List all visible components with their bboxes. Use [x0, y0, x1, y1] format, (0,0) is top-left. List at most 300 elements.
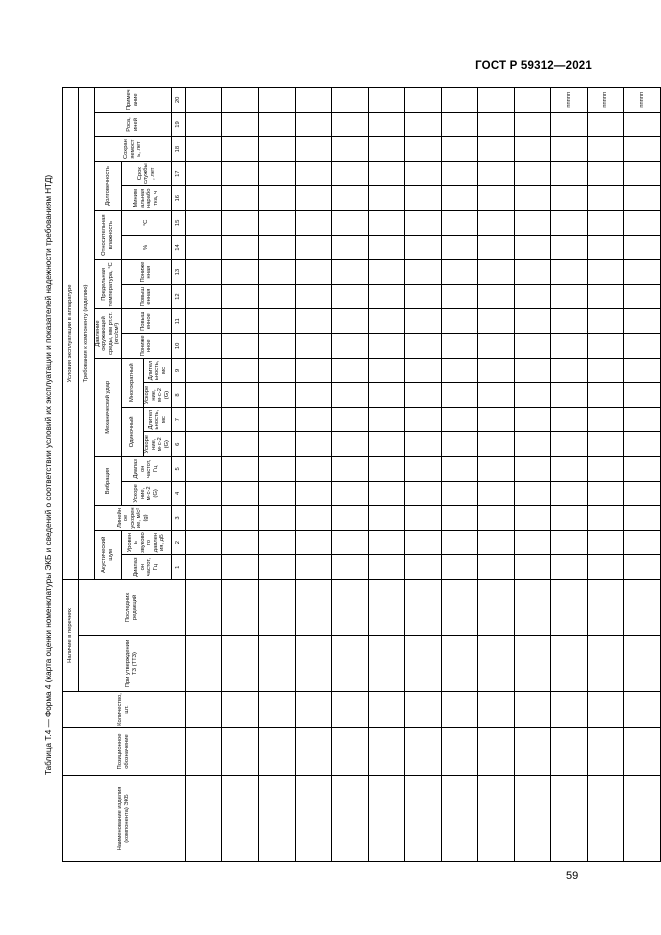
- col-header-multiple-shock-acceleration: Ускорение, м·с-2 (G): [143, 383, 171, 408]
- empty-data-cell: [624, 358, 661, 383]
- empty-data-cell: [587, 334, 624, 359]
- empty-data-cell: [368, 530, 405, 555]
- empty-data-cell: [222, 481, 259, 506]
- empty-data-cell: [332, 555, 369, 580]
- empty-data-cell: [405, 186, 442, 211]
- group-header-mechanical-shock: Механический удар: [95, 358, 122, 456]
- col-header-minimal-operating-time: Минимальная наработка, ч: [121, 186, 171, 211]
- empty-data-cell: [624, 211, 661, 236]
- empty-data-cell: [587, 457, 624, 482]
- col-header-note: Примечание: [95, 87, 172, 112]
- empty-data-cell: [441, 530, 478, 555]
- empty-data-cell: [441, 481, 478, 506]
- empty-data-cell: [587, 211, 624, 236]
- empty-data-cell: [551, 260, 588, 285]
- empty-data-cell: [587, 728, 624, 776]
- empty-data-cell: [222, 137, 259, 162]
- empty-data-cell: [514, 161, 551, 186]
- empty-data-cell: [295, 728, 332, 776]
- empty-data-cell: [441, 260, 478, 285]
- empty-data-cell: [587, 530, 624, 555]
- empty-data-cell: [185, 260, 222, 285]
- table-caption: Таблица Т.4 — Форма 4 (карта оценки номенклатуры ЭКБ и сведений о соответствии условий их эксплуатации и показателей надежности требованиям НТД): [44, 174, 53, 776]
- data-row: [222, 87, 259, 861]
- group-header-relative-humidity: Относительная влажность: [95, 211, 122, 260]
- empty-data-cell: [478, 358, 515, 383]
- sample-entry-cell: ппппп: [587, 87, 624, 112]
- empty-data-cell: [551, 383, 588, 408]
- empty-data-cell: [332, 457, 369, 482]
- empty-data-cell: [441, 161, 478, 186]
- empty-data-cell: [185, 728, 222, 776]
- empty-data-cell: [514, 235, 551, 260]
- empty-data-cell: [222, 530, 259, 555]
- empty-data-cell: [478, 260, 515, 285]
- empty-data-cell: [259, 481, 296, 506]
- empty-data-cell: [551, 728, 588, 776]
- col-header-temperature-low: Пониженная: [121, 260, 171, 285]
- empty-data-cell: [441, 235, 478, 260]
- empty-data-cell: [587, 284, 624, 309]
- empty-data-cell: [295, 636, 332, 692]
- empty-data-cell: [441, 309, 478, 334]
- empty-data-cell: [587, 776, 624, 862]
- empty-data-cell: [587, 407, 624, 432]
- empty-data-cell: [624, 506, 661, 531]
- empty-data-cell: [222, 636, 259, 692]
- column-number-cell: 5: [171, 457, 185, 482]
- empty-data-cell: [478, 211, 515, 236]
- empty-data-cell: [332, 728, 369, 776]
- empty-data-cell: [259, 334, 296, 359]
- empty-data-cell: [441, 432, 478, 457]
- empty-data-cell: [478, 186, 515, 211]
- group-header-durability: Долговечность: [95, 161, 122, 210]
- empty-data-cell: [551, 636, 588, 692]
- empty-data-cell: [368, 112, 405, 137]
- empty-data-cell: [332, 211, 369, 236]
- empty-data-cell: [259, 776, 296, 862]
- empty-data-cell: [551, 161, 588, 186]
- col-header-single-shock-duration: Длительность, мс: [143, 407, 171, 432]
- empty-data-cell: [551, 284, 588, 309]
- empty-data-cell: [222, 358, 259, 383]
- empty-data-cell: [478, 161, 515, 186]
- empty-data-cell: [368, 776, 405, 862]
- empty-data-cell: [514, 334, 551, 359]
- empty-data-cell: [185, 481, 222, 506]
- empty-data-cell: [259, 530, 296, 555]
- empty-data-cell: [405, 260, 442, 285]
- empty-data-cell: [551, 137, 588, 162]
- empty-data-cell: [441, 555, 478, 580]
- empty-data-cell: [441, 506, 478, 531]
- group-header-operating-conditions: Условия эксплуатации в аппаратуре: [63, 87, 79, 579]
- empty-data-cell: [624, 407, 661, 432]
- col-header-temperature-high: Повышенная: [121, 284, 171, 309]
- empty-data-cell: [368, 506, 405, 531]
- column-number-cell: 11: [171, 309, 185, 334]
- empty-data-cell: [405, 407, 442, 432]
- empty-data-cell: [514, 407, 551, 432]
- empty-data-cell: [295, 186, 332, 211]
- data-row: [368, 87, 405, 861]
- empty-data-cell: [514, 309, 551, 334]
- empty-data-cell: [514, 358, 551, 383]
- empty-data-cell: [332, 137, 369, 162]
- empty-data-cell: [405, 87, 442, 112]
- col-header-pressure-high: Повышенное: [121, 309, 171, 334]
- empty-data-cell: [295, 407, 332, 432]
- empty-data-cell: [551, 309, 588, 334]
- empty-data-cell: [368, 211, 405, 236]
- empty-data-cell: [478, 334, 515, 359]
- empty-data-cell: [185, 334, 222, 359]
- empty-data-cell: [441, 407, 478, 432]
- col-header-vibration-acceleration: Ускорение, м·с-2 (G): [121, 481, 171, 506]
- data-row: [441, 87, 478, 861]
- empty-data-cell: [478, 309, 515, 334]
- empty-data-cell: [478, 112, 515, 137]
- empty-data-cell: [587, 112, 624, 137]
- empty-data-cell: [405, 284, 442, 309]
- empty-data-cell: [587, 137, 624, 162]
- empty-data-cell: [185, 776, 222, 862]
- empty-data-cell: [185, 692, 222, 728]
- empty-data-cell: [185, 211, 222, 236]
- empty-data-cell: [295, 235, 332, 260]
- data-row: [185, 87, 222, 861]
- empty-data-cell: [222, 776, 259, 862]
- empty-data-cell: [295, 112, 332, 137]
- empty-data-cell: [368, 481, 405, 506]
- empty-data-cell: [624, 555, 661, 580]
- empty-data-cell: [368, 579, 405, 635]
- column-number-cell: 1: [171, 555, 185, 580]
- empty-data-cell: [222, 457, 259, 482]
- empty-data-cell: [587, 692, 624, 728]
- empty-data-cell: [259, 358, 296, 383]
- empty-data-cell: [441, 137, 478, 162]
- group-header-limit-temperature: Предельная температура, °С: [95, 260, 122, 309]
- empty-data-cell: [514, 481, 551, 506]
- empty-data-cell: [587, 358, 624, 383]
- empty-data-cell: [332, 161, 369, 186]
- column-number-cell: 12: [171, 284, 185, 309]
- empty-data-cell: [514, 636, 551, 692]
- table-body: [185, 87, 660, 861]
- empty-data-cell: [405, 112, 442, 137]
- empty-data-cell: [295, 383, 332, 408]
- empty-data-cell: [624, 530, 661, 555]
- empty-data-cell: [441, 334, 478, 359]
- col-header-sound-pressure-level: Уровень звукового давления, дБ: [121, 530, 171, 555]
- empty-data-cell: [441, 186, 478, 211]
- empty-data-cell: [368, 636, 405, 692]
- empty-data-cell: [441, 636, 478, 692]
- empty-data-cell: [551, 692, 588, 728]
- empty-data-cell: [441, 383, 478, 408]
- empty-data-cell: [222, 383, 259, 408]
- data-row: [587, 87, 624, 861]
- empty-data-cell: [441, 579, 478, 635]
- empty-data-cell: [478, 137, 515, 162]
- empty-data-cell: [514, 87, 551, 112]
- data-row: [332, 87, 369, 861]
- empty-data-cell: [222, 235, 259, 260]
- empty-data-cell: [185, 579, 222, 635]
- empty-data-cell: [514, 530, 551, 555]
- empty-data-cell: [478, 728, 515, 776]
- empty-data-cell: [405, 728, 442, 776]
- col-header-retention: Сохраняемость, лет: [95, 137, 172, 162]
- empty-data-cell: [405, 383, 442, 408]
- column-number-cell: 4: [171, 481, 185, 506]
- empty-data-cell: [624, 161, 661, 186]
- empty-data-cell: [368, 728, 405, 776]
- data-row: [514, 87, 551, 861]
- data-row: [259, 87, 296, 861]
- col-header-multiple-shock-duration: Длительность, мс: [143, 358, 171, 383]
- empty-data-cell: [222, 506, 259, 531]
- empty-data-cell: [624, 284, 661, 309]
- empty-data-cell: [405, 481, 442, 506]
- empty-data-cell: [368, 692, 405, 728]
- empty-data-cell: [259, 137, 296, 162]
- empty-data-cell: [332, 260, 369, 285]
- empty-data-cell: [551, 555, 588, 580]
- empty-data-cell: [185, 530, 222, 555]
- data-row: [295, 87, 332, 861]
- empty-data-cell: [295, 506, 332, 531]
- empty-data-cell: [368, 555, 405, 580]
- empty-data-cell: [332, 87, 369, 112]
- empty-data-cell: [624, 309, 661, 334]
- empty-data-cell: [514, 555, 551, 580]
- empty-data-cell: [441, 211, 478, 236]
- empty-data-cell: [587, 260, 624, 285]
- empty-data-cell: [185, 636, 222, 692]
- empty-data-cell: [551, 506, 588, 531]
- empty-data-cell: [185, 383, 222, 408]
- column-number-cell: 17: [171, 161, 185, 186]
- empty-data-cell: [405, 161, 442, 186]
- empty-data-cell: [551, 579, 588, 635]
- empty-data-cell: [185, 87, 222, 112]
- empty-data-cell: [478, 383, 515, 408]
- empty-data-cell: [259, 728, 296, 776]
- col-header-list-latest: Последних редакций: [79, 579, 186, 635]
- empty-data-cell: [514, 692, 551, 728]
- empty-data-cell: [478, 235, 515, 260]
- empty-data-cell: [222, 407, 259, 432]
- column-number-cell: 13: [171, 260, 185, 285]
- empty-data-cell: [587, 432, 624, 457]
- empty-data-cell: [332, 579, 369, 635]
- empty-data-cell: [441, 87, 478, 112]
- empty-data-cell: [332, 235, 369, 260]
- empty-data-cell: [185, 358, 222, 383]
- empty-data-cell: [441, 112, 478, 137]
- empty-data-cell: [332, 112, 369, 137]
- group-header-component-requirements: Требования к компоненту (изделию): [79, 87, 95, 579]
- data-row: [624, 87, 661, 861]
- empty-data-cell: [259, 112, 296, 137]
- empty-data-cell: [624, 112, 661, 137]
- empty-data-cell: [624, 334, 661, 359]
- empty-data-cell: [332, 776, 369, 862]
- empty-data-cell: [222, 334, 259, 359]
- empty-data-cell: [332, 636, 369, 692]
- group-header-vibration: Вибрация: [95, 457, 122, 506]
- empty-data-cell: [405, 530, 442, 555]
- empty-data-cell: [587, 636, 624, 692]
- empty-data-cell: [185, 284, 222, 309]
- empty-data-cell: [587, 235, 624, 260]
- empty-data-cell: [295, 334, 332, 359]
- empty-data-cell: [624, 457, 661, 482]
- data-row: [551, 87, 588, 861]
- empty-data-cell: [368, 358, 405, 383]
- empty-data-cell: [185, 186, 222, 211]
- empty-data-cell: [259, 506, 296, 531]
- empty-data-cell: [551, 407, 588, 432]
- empty-data-cell: [514, 506, 551, 531]
- group-header-shock-multiple: Многократный: [121, 358, 143, 407]
- col-header-position-designation: Позиционное обозначение: [63, 728, 186, 776]
- empty-data-cell: [405, 432, 442, 457]
- empty-data-cell: [295, 555, 332, 580]
- empty-data-cell: [478, 432, 515, 457]
- col-header-component-name: Наименование изделия (компонента) ЭКБ: [63, 776, 186, 862]
- empty-data-cell: [332, 284, 369, 309]
- empty-data-cell: [587, 309, 624, 334]
- empty-data-cell: [514, 260, 551, 285]
- empty-data-cell: [514, 211, 551, 236]
- col-header-vibration-frequency-range: Диапазон частот, Гц: [121, 457, 171, 482]
- empty-data-cell: [441, 776, 478, 862]
- empty-data-cell: [405, 555, 442, 580]
- empty-data-cell: [332, 334, 369, 359]
- column-number-cell: 10: [171, 334, 185, 359]
- empty-data-cell: [405, 334, 442, 359]
- empty-data-cell: [185, 432, 222, 457]
- empty-data-cell: [222, 309, 259, 334]
- empty-data-cell: [587, 481, 624, 506]
- empty-data-cell: [295, 530, 332, 555]
- col-header-humidity-temperature: °С: [121, 211, 171, 236]
- empty-data-cell: [332, 186, 369, 211]
- empty-data-cell: [222, 260, 259, 285]
- empty-data-cell: [295, 161, 332, 186]
- empty-data-cell: [259, 636, 296, 692]
- empty-data-cell: [295, 284, 332, 309]
- empty-data-cell: [405, 457, 442, 482]
- page-number: 59: [566, 870, 579, 882]
- empty-data-cell: [368, 87, 405, 112]
- empty-data-cell: [551, 186, 588, 211]
- empty-data-cell: [368, 309, 405, 334]
- empty-data-cell: [624, 235, 661, 260]
- empty-data-cell: [185, 457, 222, 482]
- empty-data-cell: [295, 692, 332, 728]
- col-header-acoustic-frequency-range: Диапазон частот, Гц: [121, 555, 171, 580]
- empty-data-cell: [514, 383, 551, 408]
- data-row: [478, 87, 515, 861]
- empty-data-cell: [624, 692, 661, 728]
- empty-data-cell: [587, 555, 624, 580]
- empty-data-cell: [332, 506, 369, 531]
- empty-data-cell: [368, 334, 405, 359]
- empty-data-cell: [259, 211, 296, 236]
- empty-data-cell: [222, 728, 259, 776]
- col-header-quantity: Количество, шт.: [63, 692, 186, 728]
- empty-data-cell: [514, 186, 551, 211]
- empty-data-cell: [514, 776, 551, 862]
- empty-data-cell: [368, 457, 405, 482]
- col-header-linear-acceleration: Линейное ускорение, м/с² (g): [95, 506, 172, 531]
- empty-data-cell: [295, 87, 332, 112]
- col-header-list-at-tz: При утверждении ТЗ (ТТЗ): [79, 636, 186, 692]
- empty-data-cell: [624, 383, 661, 408]
- rotated-table-container: [62, 88, 655, 862]
- empty-data-cell: [332, 407, 369, 432]
- empty-data-cell: [551, 235, 588, 260]
- empty-data-cell: [478, 506, 515, 531]
- empty-data-cell: [587, 161, 624, 186]
- empty-data-cell: [222, 161, 259, 186]
- empty-data-cell: [551, 432, 588, 457]
- empty-data-cell: [295, 579, 332, 635]
- empty-data-cell: [295, 358, 332, 383]
- column-number-cell: 8: [171, 383, 185, 408]
- group-header-lists: Наличие в перечнях: [63, 579, 79, 691]
- empty-data-cell: [259, 457, 296, 482]
- empty-data-cell: [624, 481, 661, 506]
- empty-data-cell: [551, 457, 588, 482]
- empty-data-cell: [259, 432, 296, 457]
- empty-data-cell: [222, 186, 259, 211]
- empty-data-cell: [441, 358, 478, 383]
- empty-data-cell: [222, 112, 259, 137]
- empty-data-cell: [295, 432, 332, 457]
- empty-data-cell: [368, 186, 405, 211]
- column-number-cell: 3: [171, 506, 185, 531]
- col-header-humidity-percent: %: [121, 235, 171, 260]
- empty-data-cell: [405, 358, 442, 383]
- empty-data-cell: [551, 776, 588, 862]
- empty-data-cell: [587, 506, 624, 531]
- empty-data-cell: [259, 579, 296, 635]
- empty-data-cell: [624, 432, 661, 457]
- empty-data-cell: [259, 87, 296, 112]
- empty-data-cell: [514, 432, 551, 457]
- empty-data-cell: [441, 284, 478, 309]
- empty-data-cell: [185, 309, 222, 334]
- empty-data-cell: [295, 137, 332, 162]
- empty-data-cell: [185, 555, 222, 580]
- column-number-cell: 2: [171, 530, 185, 555]
- empty-data-cell: [259, 692, 296, 728]
- column-number-cell: 20: [171, 87, 185, 112]
- empty-data-cell: [478, 692, 515, 728]
- empty-data-cell: [259, 161, 296, 186]
- empty-data-cell: [295, 309, 332, 334]
- empty-data-cell: [185, 112, 222, 137]
- empty-data-cell: [332, 358, 369, 383]
- empty-data-cell: [478, 284, 515, 309]
- empty-data-cell: [368, 260, 405, 285]
